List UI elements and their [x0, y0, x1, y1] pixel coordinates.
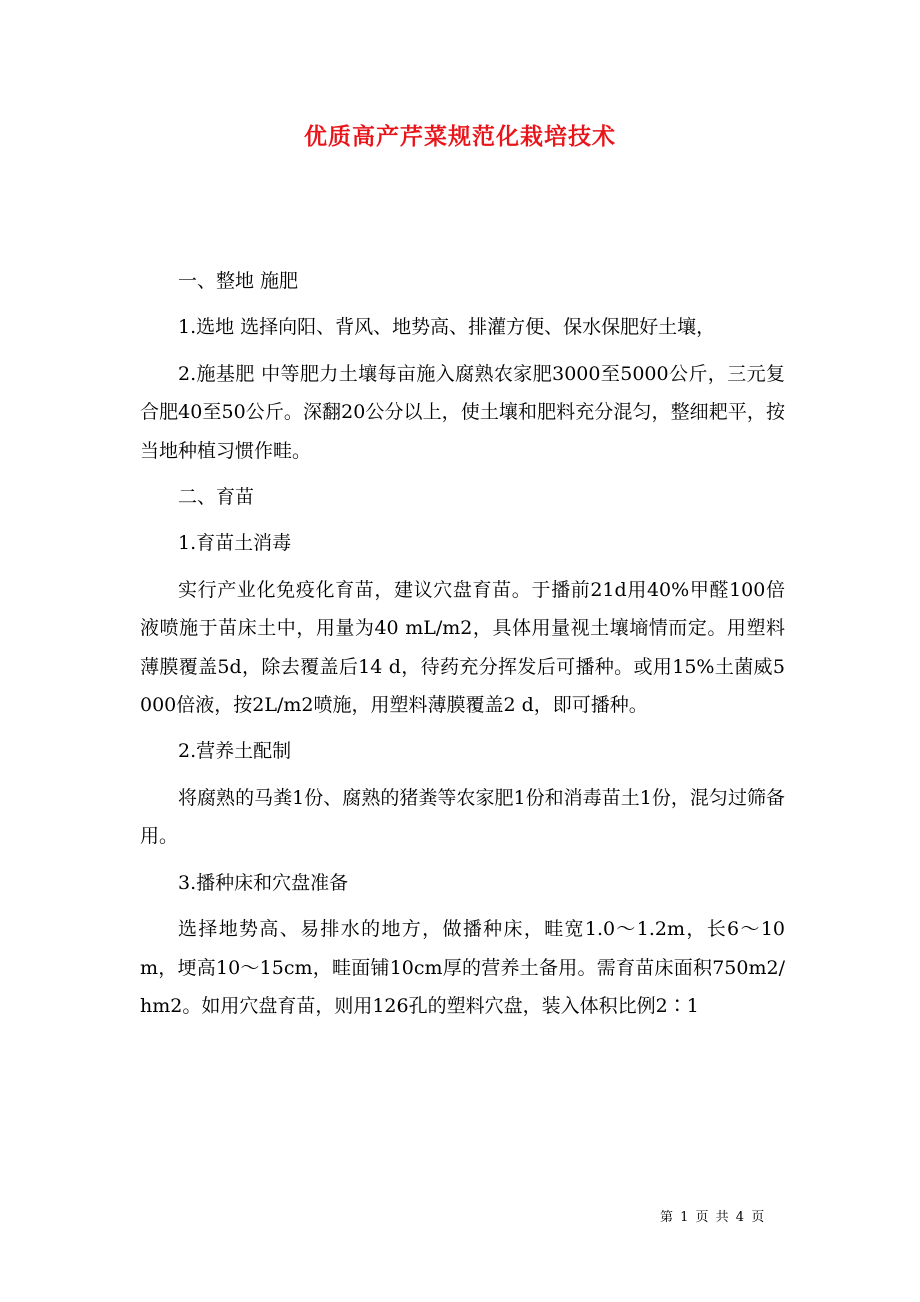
subheading-seedbed-tray: 3.播种床和穴盘准备: [178, 871, 349, 894]
section-heading-seedling: 二、育苗: [178, 486, 255, 509]
subheading-soil-disinfection: 1.育苗土消毒: [178, 532, 292, 555]
page-title: 优质高产芹菜规范化栽培技术: [304, 123, 616, 150]
page-number-footer: 第 1 页 共 4 页: [660, 1210, 765, 1225]
paragraph-seedbed-tray: 选择地势高、易排水的地方，做播种床，畦宽1.0～1.2m，长6～10m，埂高10～15cm，畦面铺10cm厚的营养土备用。需育苗床面积750m2/hm2。如用穴盘育苗，则用126孔的塑料穴盘，装入体积比例2∶1: [140, 918, 785, 1017]
paragraph-nutrient-soil: 将腐熟的马粪1份、腐熟的猪粪等农家肥1份和消毒苗土1份，混匀过筛备用。: [140, 786, 785, 848]
paragraph-disinfection-method: 实行产业化免疫化育苗，建议穴盘育苗。于播前21d用40%甲醛100倍液喷施于苗床土中，用量为40 mL/m2，具体用量视土壤墒情而定。用塑料薄膜覆盖5d，除去覆盖后14 d，待药充分挥发后可播种。或用15%土菌威5 000倍液，按2L/m2喷施，用塑料薄膜覆盖2 d，即可播种。: [140, 578, 785, 717]
document-body: [140, 262, 785, 1033]
paragraph-site-selection: 1.选地 选择向阳、背风、地势高、排灌方便、保水保肥好土壤，: [178, 316, 716, 339]
subheading-nutrient-soil: 2.营养土配制: [178, 740, 292, 763]
paragraph-base-fertilizer: 2.施基肥 中等肥力土壤每亩施入腐熟农家肥3000至5000公斤，三元复合肥40至50公斤。深翻20公分以上，使土壤和肥料充分混匀，整细耙平，按当地种植习惯作畦。: [140, 362, 785, 462]
section-heading-land-prep: 一、整地 施肥: [178, 270, 299, 292]
